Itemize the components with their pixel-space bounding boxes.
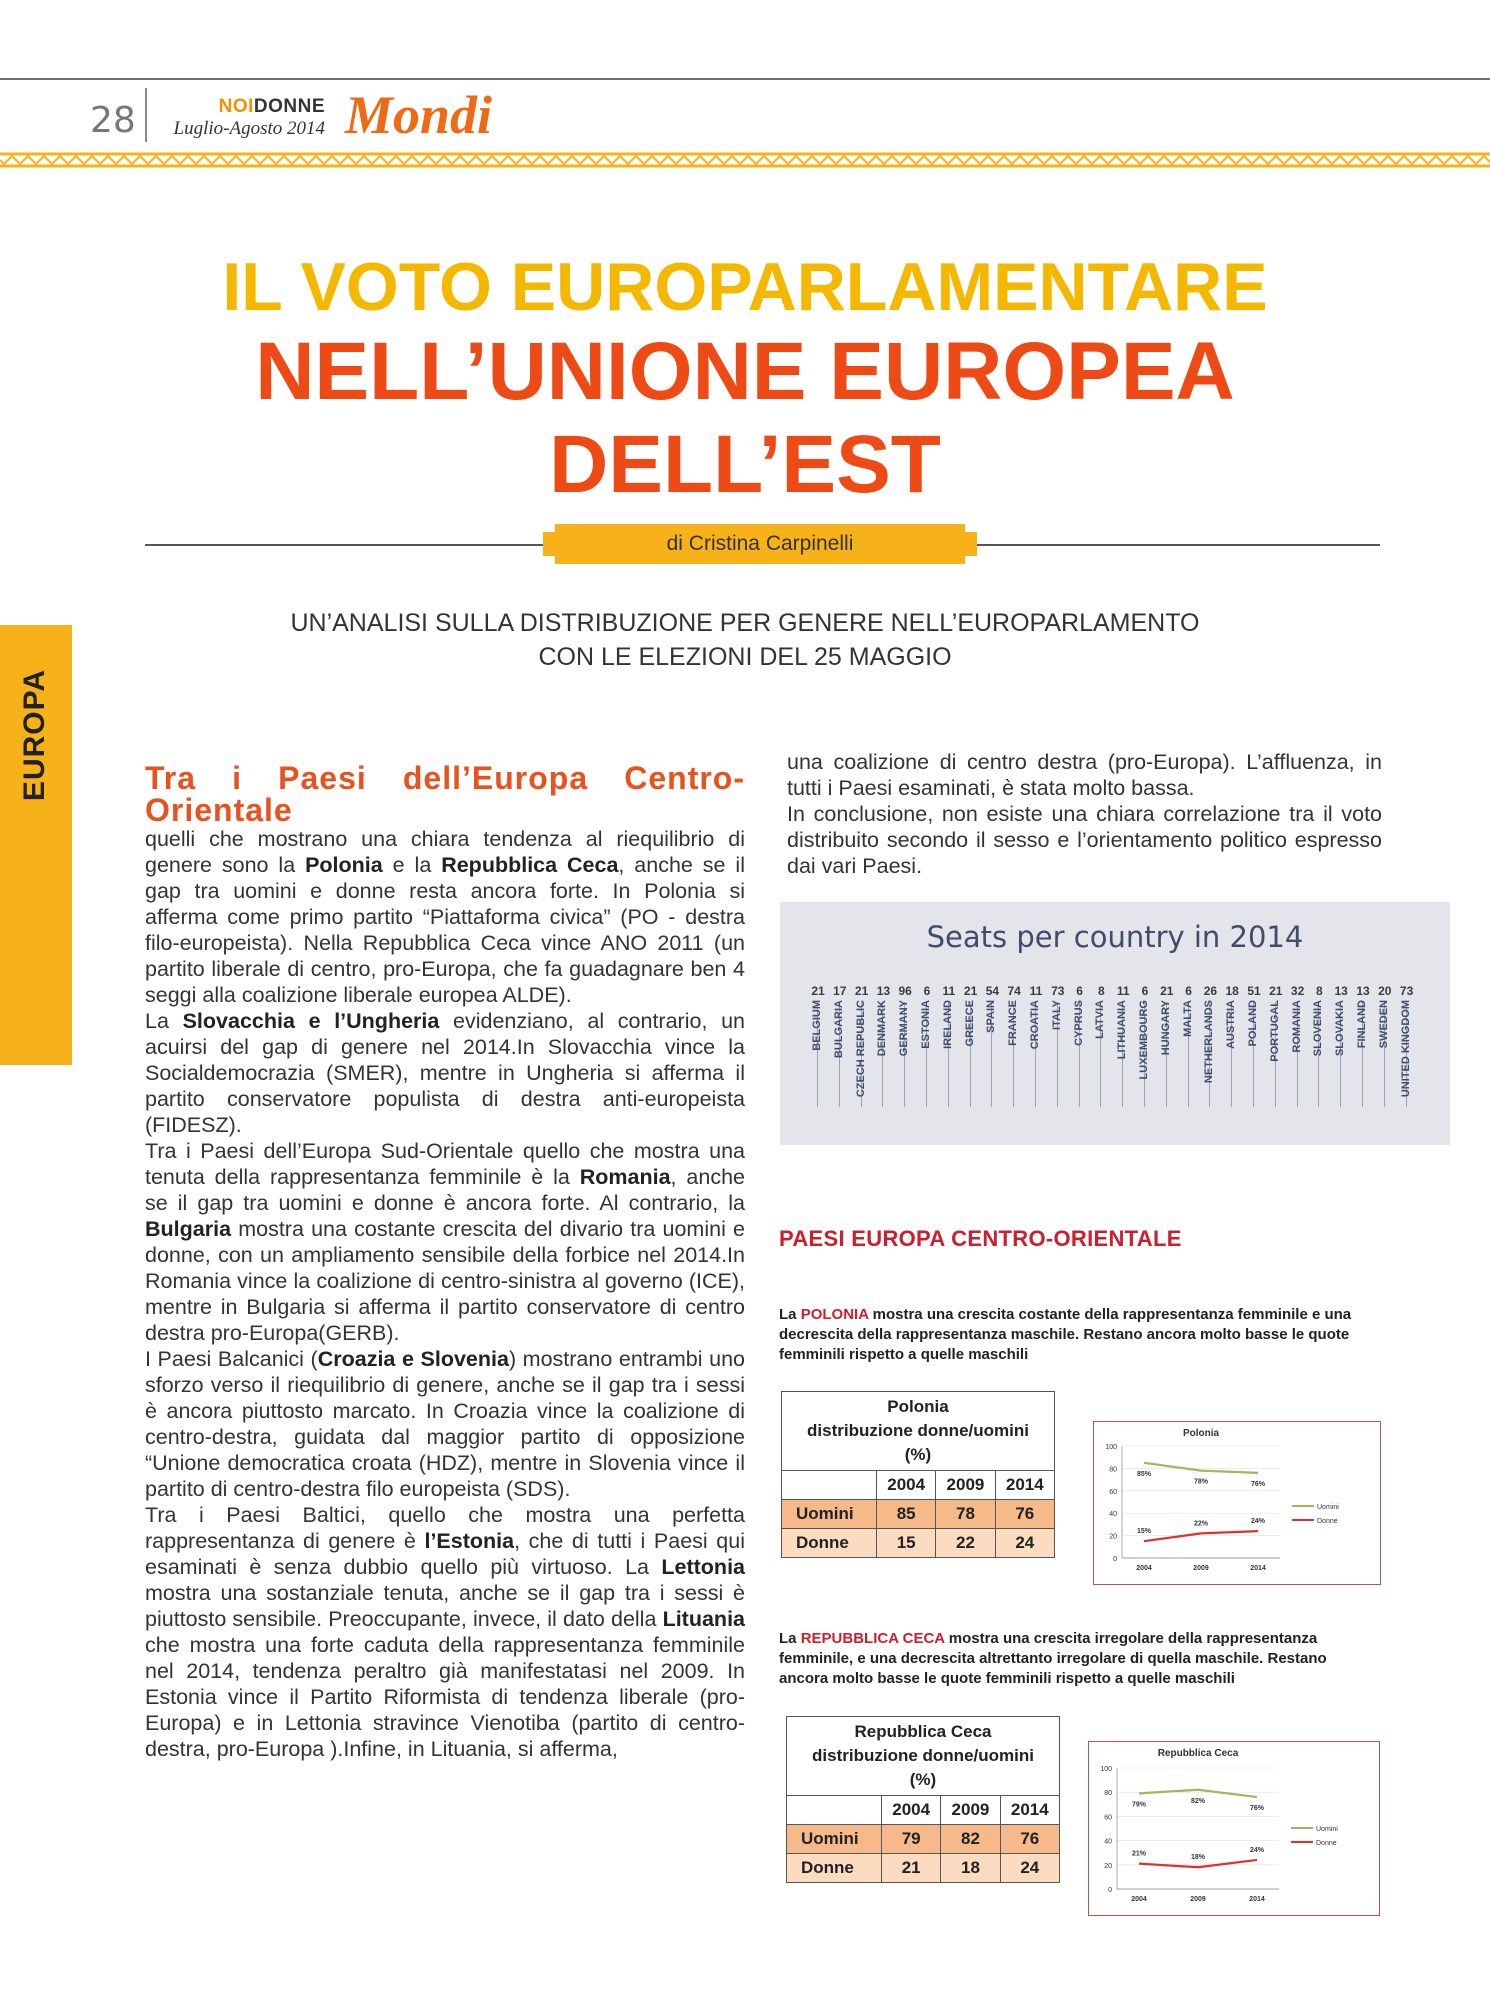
legend-entry: Uomini [1317, 1504, 1339, 1511]
country-name: SPAIN [985, 1000, 998, 1033]
data-label: 78% [1193, 1478, 1209, 1486]
year-header: 2014 [995, 1471, 1054, 1500]
country-name: HUNGARY [1159, 1000, 1172, 1056]
country-seat-column [916, 984, 938, 1109]
article-column-left [145, 762, 745, 1762]
seat-count: 6 [923, 984, 931, 998]
country-seat-column [1396, 984, 1418, 1109]
issue-date: Luglio-Agosto 2014 [173, 118, 325, 139]
country-seat-column [1090, 984, 1112, 1109]
country-name: IRELAND [941, 1000, 954, 1049]
country-seat-column [1287, 984, 1309, 1109]
country-name: NETHERLANDS [1203, 1000, 1216, 1084]
country-seat-column [1308, 984, 1330, 1109]
country-name: LUXEMBOURG [1138, 1000, 1150, 1080]
paragraph-1: quelli che mostrano una chiara tendenza al riequilibrio di genere sono la Polonia e la Repubblica Ceca, anche se il gap tra uomini e donne resta ancora forte. In Polonia si afferma come primo partito “Piattaforma civica” (PO - destra filo-europeista). Nella Repubblica Ceca vince ANO 2011 (un partito liberale di centro, pro-Europa, che fa guadagnare ben 4 seggi alla coalizione liberale europea ALDE). [145, 827, 745, 1007]
data-label: 82% [1190, 1797, 1206, 1805]
series-line-donne [1144, 1531, 1258, 1541]
country-seat-column [960, 984, 982, 1109]
y-tick-label: 80 [1109, 1466, 1117, 1474]
seat-count: 54 [985, 984, 1000, 998]
paragraph-4: I Paesi Balcanici (Croazia e Slovenia) mostrano entrambi uno sforzo verso il riequilibrio di genere, anche se il gap tra i sessi è ancora piuttosto marcato. In Croazia vince la coalizione di centro-destra, guidata dal maggior partito di opposizione “Unione democratica croata (HDZ), mentre in Slovenia vince il partito di centro-destra filo europeista (SDS). [145, 1347, 745, 1501]
country-seat-column [894, 984, 916, 1109]
article-column-right [787, 749, 1382, 879]
seat-count: 73 [1399, 984, 1414, 998]
seat-count: 51 [1247, 984, 1261, 998]
seats-per-country-figure [780, 902, 1450, 1145]
country-name: CROATIA [1029, 1000, 1041, 1050]
country-name: ITALY [1050, 1000, 1063, 1030]
paragraph-7: In conclusione, non esiste una chiara correlazione tra il voto distribuito secondo il sesso e l’orientamento politico espresso dai vari Paesi. [787, 802, 1382, 878]
year-header: 2009 [941, 1796, 1000, 1825]
seat-count: 73 [1051, 984, 1065, 998]
seat-count: 20 [1378, 984, 1392, 998]
y-tick-label: 100 [1105, 1444, 1117, 1451]
magazine-brand [165, 96, 325, 118]
y-tick-label: 0 [1108, 1887, 1112, 1894]
y-tick-label: 0 [1113, 1556, 1117, 1563]
x-tick-label: 2004 [1136, 1565, 1152, 1572]
polonia-table [781, 1391, 1055, 1558]
seat-count: 11 [1029, 984, 1043, 998]
side-tab-label: EUROPA [18, 668, 51, 802]
page-number: 28 [90, 100, 136, 141]
seat-count: 26 [1203, 984, 1218, 998]
country-seat-column [807, 984, 829, 1109]
country-seat-column [851, 984, 873, 1109]
country-seat-column [1221, 984, 1243, 1109]
table-row: Donne 15 22 24 [782, 1529, 1055, 1558]
legend-entry: Uomini [1316, 1826, 1338, 1833]
y-tick-label: 20 [1104, 1862, 1112, 1870]
data-label: 85% [1136, 1470, 1152, 1478]
magazine-info [165, 96, 325, 140]
seat-count: 6 [1076, 984, 1083, 998]
table-row: Uomini 79 82 76 [787, 1825, 1060, 1854]
seat-count: 6 [1185, 984, 1192, 998]
country-seat-column [1330, 984, 1352, 1109]
year-header: 2004 [882, 1796, 941, 1825]
paragraph-5: Tra i Paesi Baltici, quello che mostra una perfetta rappresentanza di genere è l’Estonia, che di tutti i Paesi qui esaminati è senza dubbio quello più virtuoso. La Lettonia mostra una sostanziale tenuta, anche se il gap tra i sessi è piuttosto sensibile. Preoccupante, invece, il dato della Lituania che mostra una forte caduta della rappresentanza femminile nel 2014, tendenza peraltro già manifestatasi nel 2009. In Estonia vince il Partito Riformista di tendenza liberale (pro-Europa) e in Lettonia stravince Vienotiba (partito di centro-destra, pro-Europa ).Infine, in Lituania, si afferma, [145, 1503, 745, 1761]
data-label: 21% [1131, 1850, 1147, 1858]
x-tick-label: 2014 [1250, 1565, 1266, 1572]
chart-title: Polonia [1182, 1428, 1220, 1439]
ceca-description: La REPUBBLICA CECA mostra una crescita irregolare della rappresentanza femminile, e una decrescita altrettanto irregolare di quella maschile. Restano ancora molto basse le quote femminili rispetto a quelle maschili [779, 1630, 1327, 1687]
subtitle [0, 606, 1490, 674]
y-tick-label: 60 [1109, 1488, 1117, 1496]
ceca-line-chart [1088, 1741, 1380, 1916]
y-tick-label: 100 [1100, 1766, 1112, 1773]
seat-count: 96 [898, 984, 912, 998]
series-line-uomini [1144, 1463, 1258, 1473]
country-seat-column [829, 984, 851, 1109]
title-line-1: IL VOTO EUROPARLAMENTARE [222, 249, 1268, 325]
country-name: SLOVAKIA [1334, 1000, 1347, 1057]
x-tick-label: 2009 [1193, 1565, 1209, 1572]
country-name: FRANCE [1007, 1000, 1020, 1046]
paragraph-6: una coalizione di centro destra (pro-Europa). L’affluenza, in tutti i Paesi esaminati, è stata molto bassa. [787, 750, 1382, 800]
y-tick-label: 20 [1109, 1533, 1117, 1541]
country-name: LATVIA [1094, 1000, 1107, 1039]
seat-count: 13 [1334, 984, 1348, 998]
country-name: SWEDEN [1377, 1000, 1390, 1049]
y-tick-label: 40 [1104, 1838, 1112, 1846]
country-name: POLAND [1247, 1000, 1259, 1047]
country-name: CYPRUS [1072, 1000, 1085, 1046]
legend-entry: Donne [1317, 1518, 1338, 1525]
x-tick-label: 2009 [1190, 1896, 1206, 1903]
brand-prefix: NOI [218, 96, 254, 117]
country-seat-column [1047, 984, 1069, 1109]
data-label: 79% [1131, 1801, 1147, 1809]
ceca-table-title: Repubblica Ceca distribuzione donne/uomini (%) [787, 1717, 1060, 1796]
country-seat-column [1243, 984, 1265, 1109]
seat-count: 21 [854, 984, 869, 998]
country-name: DENMARK [876, 1000, 889, 1057]
polonia-description: La POLONIA mostra una crescita costante della rappresentanza femminile e una decrescita della rappresentanza maschile. Restano ancora molto basse le quote femminili rispetto a quelle maschili [779, 1306, 1352, 1363]
title-line-3: DELL’EST [549, 419, 941, 510]
x-tick-label: 2014 [1249, 1896, 1265, 1903]
seat-count: 17 [833, 984, 847, 998]
data-label: 22% [1193, 1520, 1209, 1528]
country-name: PORTUGAL [1268, 1000, 1281, 1062]
seat-count: 8 [1316, 984, 1323, 998]
ceca-table [786, 1716, 1060, 1883]
country-seat-column [1199, 984, 1221, 1109]
year-header: 2009 [936, 1471, 995, 1500]
country-name: FINLAND [1356, 1000, 1368, 1049]
country-name: ESTONIA [920, 1000, 932, 1049]
paragraph-2: La Slovacchia e l’Ungheria evidenziano, al contrario, un acuirsi del gap di genere nel 2014.In Slovacchia vince la Socialdemocrazia (SMER), mentre in Ungheria si afferma il partito conservatore populista di destra anti-europeista (FIDESZ). [145, 1009, 745, 1137]
country-name: GERMANY [898, 1000, 911, 1057]
country-seat-column [981, 984, 1003, 1109]
country-name: SLOVENIA [1312, 1000, 1325, 1057]
byline: di Cristina Carpinelli [555, 524, 965, 564]
seat-count: 13 [1356, 984, 1370, 998]
country-seat-column [1265, 984, 1287, 1109]
seat-count: 21 [1269, 984, 1283, 998]
country-name: MALTA [1181, 1000, 1194, 1037]
subtitle-line-1: UN’ANALISI SULLA DISTRIBUZIONE PER GENERE NELL’EUROPARLAMENTO [290, 609, 1200, 637]
year-header: 2014 [1000, 1796, 1059, 1825]
country-name: BULGARIA [832, 1000, 845, 1059]
country-seat-column [872, 984, 894, 1109]
country-name: CZECH REPUBLIC [854, 1000, 867, 1098]
seat-count: 21 [811, 984, 825, 998]
seat-count: 11 [942, 984, 956, 998]
header-rule [0, 78, 1490, 80]
country-seat-column [1134, 984, 1156, 1109]
country-name: ROMANIA [1290, 1000, 1303, 1053]
title-line-2: NELL’UNIONE EUROPEA [255, 326, 1235, 417]
seat-count: 6 [1141, 984, 1149, 998]
y-tick-label: 60 [1104, 1814, 1112, 1822]
seat-count: 74 [1007, 984, 1021, 998]
seat-count: 21 [963, 984, 978, 998]
country-name: UNITED KINGDOM [1399, 1000, 1412, 1098]
data-label: 76% [1250, 1480, 1266, 1488]
data-label: 76% [1249, 1805, 1265, 1813]
year-header: 2004 [877, 1471, 936, 1500]
seat-count: 18 [1225, 984, 1239, 998]
article-heading: Tra i Paesi dell’Europa Centro-Orientale [145, 760, 745, 828]
y-tick-label: 80 [1104, 1790, 1112, 1798]
country-name: BELGIUM [811, 1000, 823, 1051]
paragraph-3: Tra i Paesi dell’Europa Sud-Orientale quello che mostra una tenuta della rappresentanza femminile è la Romania, anche se il gap tra uomini e donne è ancora forte. Al contrario, la Bulgaria mostra una costante crescita del divario tra uomini e donne, con un ampliamento sensibile della forbice nel 2014.In Romania vince la coalizione di centro-sinistra al governo (ICE), mentre in Bulgaria si afferma il partito conservatore di centro destra pro-Europa(GERB). [145, 1139, 746, 1345]
country-seat-column [1003, 984, 1025, 1109]
country-name: GREECE [963, 1000, 976, 1047]
data-label: 18% [1190, 1854, 1206, 1862]
data-label: 24% [1250, 1518, 1266, 1526]
country-name: AUSTRIA [1225, 1000, 1238, 1049]
country-seat-column [1112, 984, 1134, 1109]
legend-entry: Donne [1316, 1840, 1337, 1847]
polonia-table-title: Polonia distribuzione donne/uomini (%) [782, 1392, 1055, 1471]
y-tick-label: 40 [1109, 1511, 1117, 1519]
country-seat-column [1178, 984, 1200, 1109]
country-seat-column [1374, 984, 1396, 1109]
header-zigzag-border [0, 152, 1490, 168]
series-line-uomini [1139, 1790, 1257, 1797]
header-separator [145, 88, 147, 142]
country-name: LITHUANIA [1116, 1000, 1129, 1060]
seat-count: 32 [1290, 984, 1305, 998]
country-seat-column [938, 984, 960, 1109]
country-seat-column [1352, 984, 1374, 1109]
table-row: Donne 21 18 24 [787, 1854, 1060, 1883]
subtitle-line-2: CON LE ELEZIONI DEL 25 MAGGIO [538, 643, 952, 671]
seat-count: 13 [876, 984, 891, 998]
seats-title: Seats per country in 2014 [926, 920, 1304, 954]
data-label: 15% [1136, 1528, 1152, 1536]
seat-count: 11 [1116, 984, 1130, 998]
data-label: 24% [1249, 1846, 1265, 1854]
country-seat-column [1156, 984, 1178, 1109]
country-seat-column [1069, 984, 1091, 1109]
section-heading: PAESI EUROPA CENTRO-ORIENTALE [779, 1226, 1182, 1251]
x-tick-label: 2004 [1131, 1896, 1147, 1903]
brand-suffix: DONNE [253, 96, 325, 117]
seat-count: 21 [1160, 984, 1174, 998]
polonia-line-chart [1093, 1421, 1381, 1585]
table-row: Uomini 85 78 76 [782, 1500, 1055, 1529]
country-seat-column [1025, 984, 1047, 1109]
chart-title: Repubblica Ceca [1157, 1748, 1239, 1759]
section-name: Mondi [345, 85, 493, 145]
seat-count: 8 [1098, 984, 1105, 998]
